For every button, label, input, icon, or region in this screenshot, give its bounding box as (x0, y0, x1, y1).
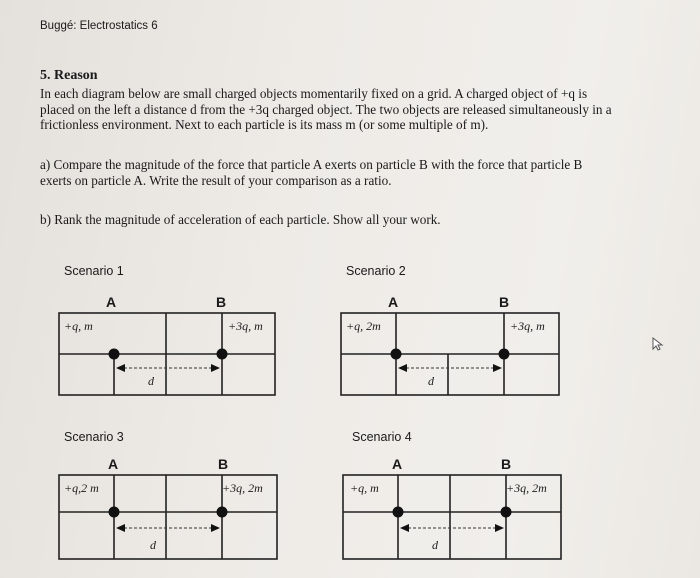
distance-label: d (432, 538, 438, 552)
intro-line: frictionless environment. Next to each particle is its mass m (or some multiple of m). (40, 117, 489, 132)
mass-label-a: +q, m (350, 481, 379, 495)
scenario-title: Scenario 4 (352, 430, 412, 444)
arrow-head-left (116, 524, 125, 532)
particle-b-label: B (216, 294, 227, 310)
mouse-cursor-icon (650, 336, 666, 352)
question-title: 5. Reason (40, 68, 98, 83)
arrow-head-right (211, 364, 220, 372)
intro-line: placed on the left a distance d from the +3q charged object. The two objects are released simultaneously in a (40, 101, 612, 117)
particle-a-label: A (392, 456, 403, 472)
part-b-line: b) Rank the magnitude of acceleration of each particle. Show all your work. (40, 212, 441, 227)
arrow-head-right (211, 524, 220, 532)
part-a-line: exerts on particle A. Write the result of your comparison as a ratio. (40, 172, 392, 188)
mass-label-a: +q, m (64, 319, 93, 333)
scenario-title: Scenario 3 (64, 430, 124, 444)
part-b-paragraph (40, 212, 700, 228)
arrow-head-right (493, 364, 502, 372)
distance-label: d (148, 374, 154, 388)
particle-b-dot (499, 349, 510, 360)
distance-label: d (150, 538, 156, 552)
particle-a-label: A (106, 294, 117, 310)
arrow-head-left (398, 364, 407, 372)
particle-b-label: B (218, 456, 229, 472)
arrow-head-left (116, 364, 125, 372)
scenario-title: Scenario 2 (346, 264, 406, 278)
particle-a-label: A (108, 456, 119, 472)
particle-b-label: B (499, 294, 510, 310)
particle-a-dot (393, 507, 404, 518)
mass-label-b: +3q, m (510, 319, 545, 333)
particle-b-dot (501, 507, 512, 518)
mass-label-b: +3q, m (228, 319, 263, 333)
particle-b-label: B (501, 456, 512, 472)
intro-paragraph (40, 86, 700, 133)
intro-line: In each diagram below are small charged objects momentarily fixed on a grid. A charged object of +q is (40, 86, 588, 101)
arrow-head-right (495, 524, 504, 532)
page-header: Buggé: Electrostatics 6 (40, 20, 158, 32)
mass-label-a: +q,2 m (64, 481, 99, 495)
particle-a-dot (391, 349, 402, 360)
part-a-line: a) Compare the magnitude of the force that particle A exerts on particle B with the force that particle B (40, 157, 583, 172)
particle-a-dot (109, 349, 120, 360)
part-a-paragraph (40, 157, 700, 188)
particle-b-dot (217, 507, 228, 518)
mass-label-b: +3q, 2m (506, 481, 547, 495)
mass-label-b: +3q, 2m (222, 481, 263, 495)
scenario-title: Scenario 1 (64, 264, 124, 278)
particle-a-label: A (388, 294, 399, 310)
mass-label-a: +q, 2m (346, 319, 381, 333)
arrow-head-left (400, 524, 409, 532)
particle-b-dot (217, 349, 228, 360)
distance-label: d (428, 374, 434, 388)
particle-a-dot (109, 507, 120, 518)
